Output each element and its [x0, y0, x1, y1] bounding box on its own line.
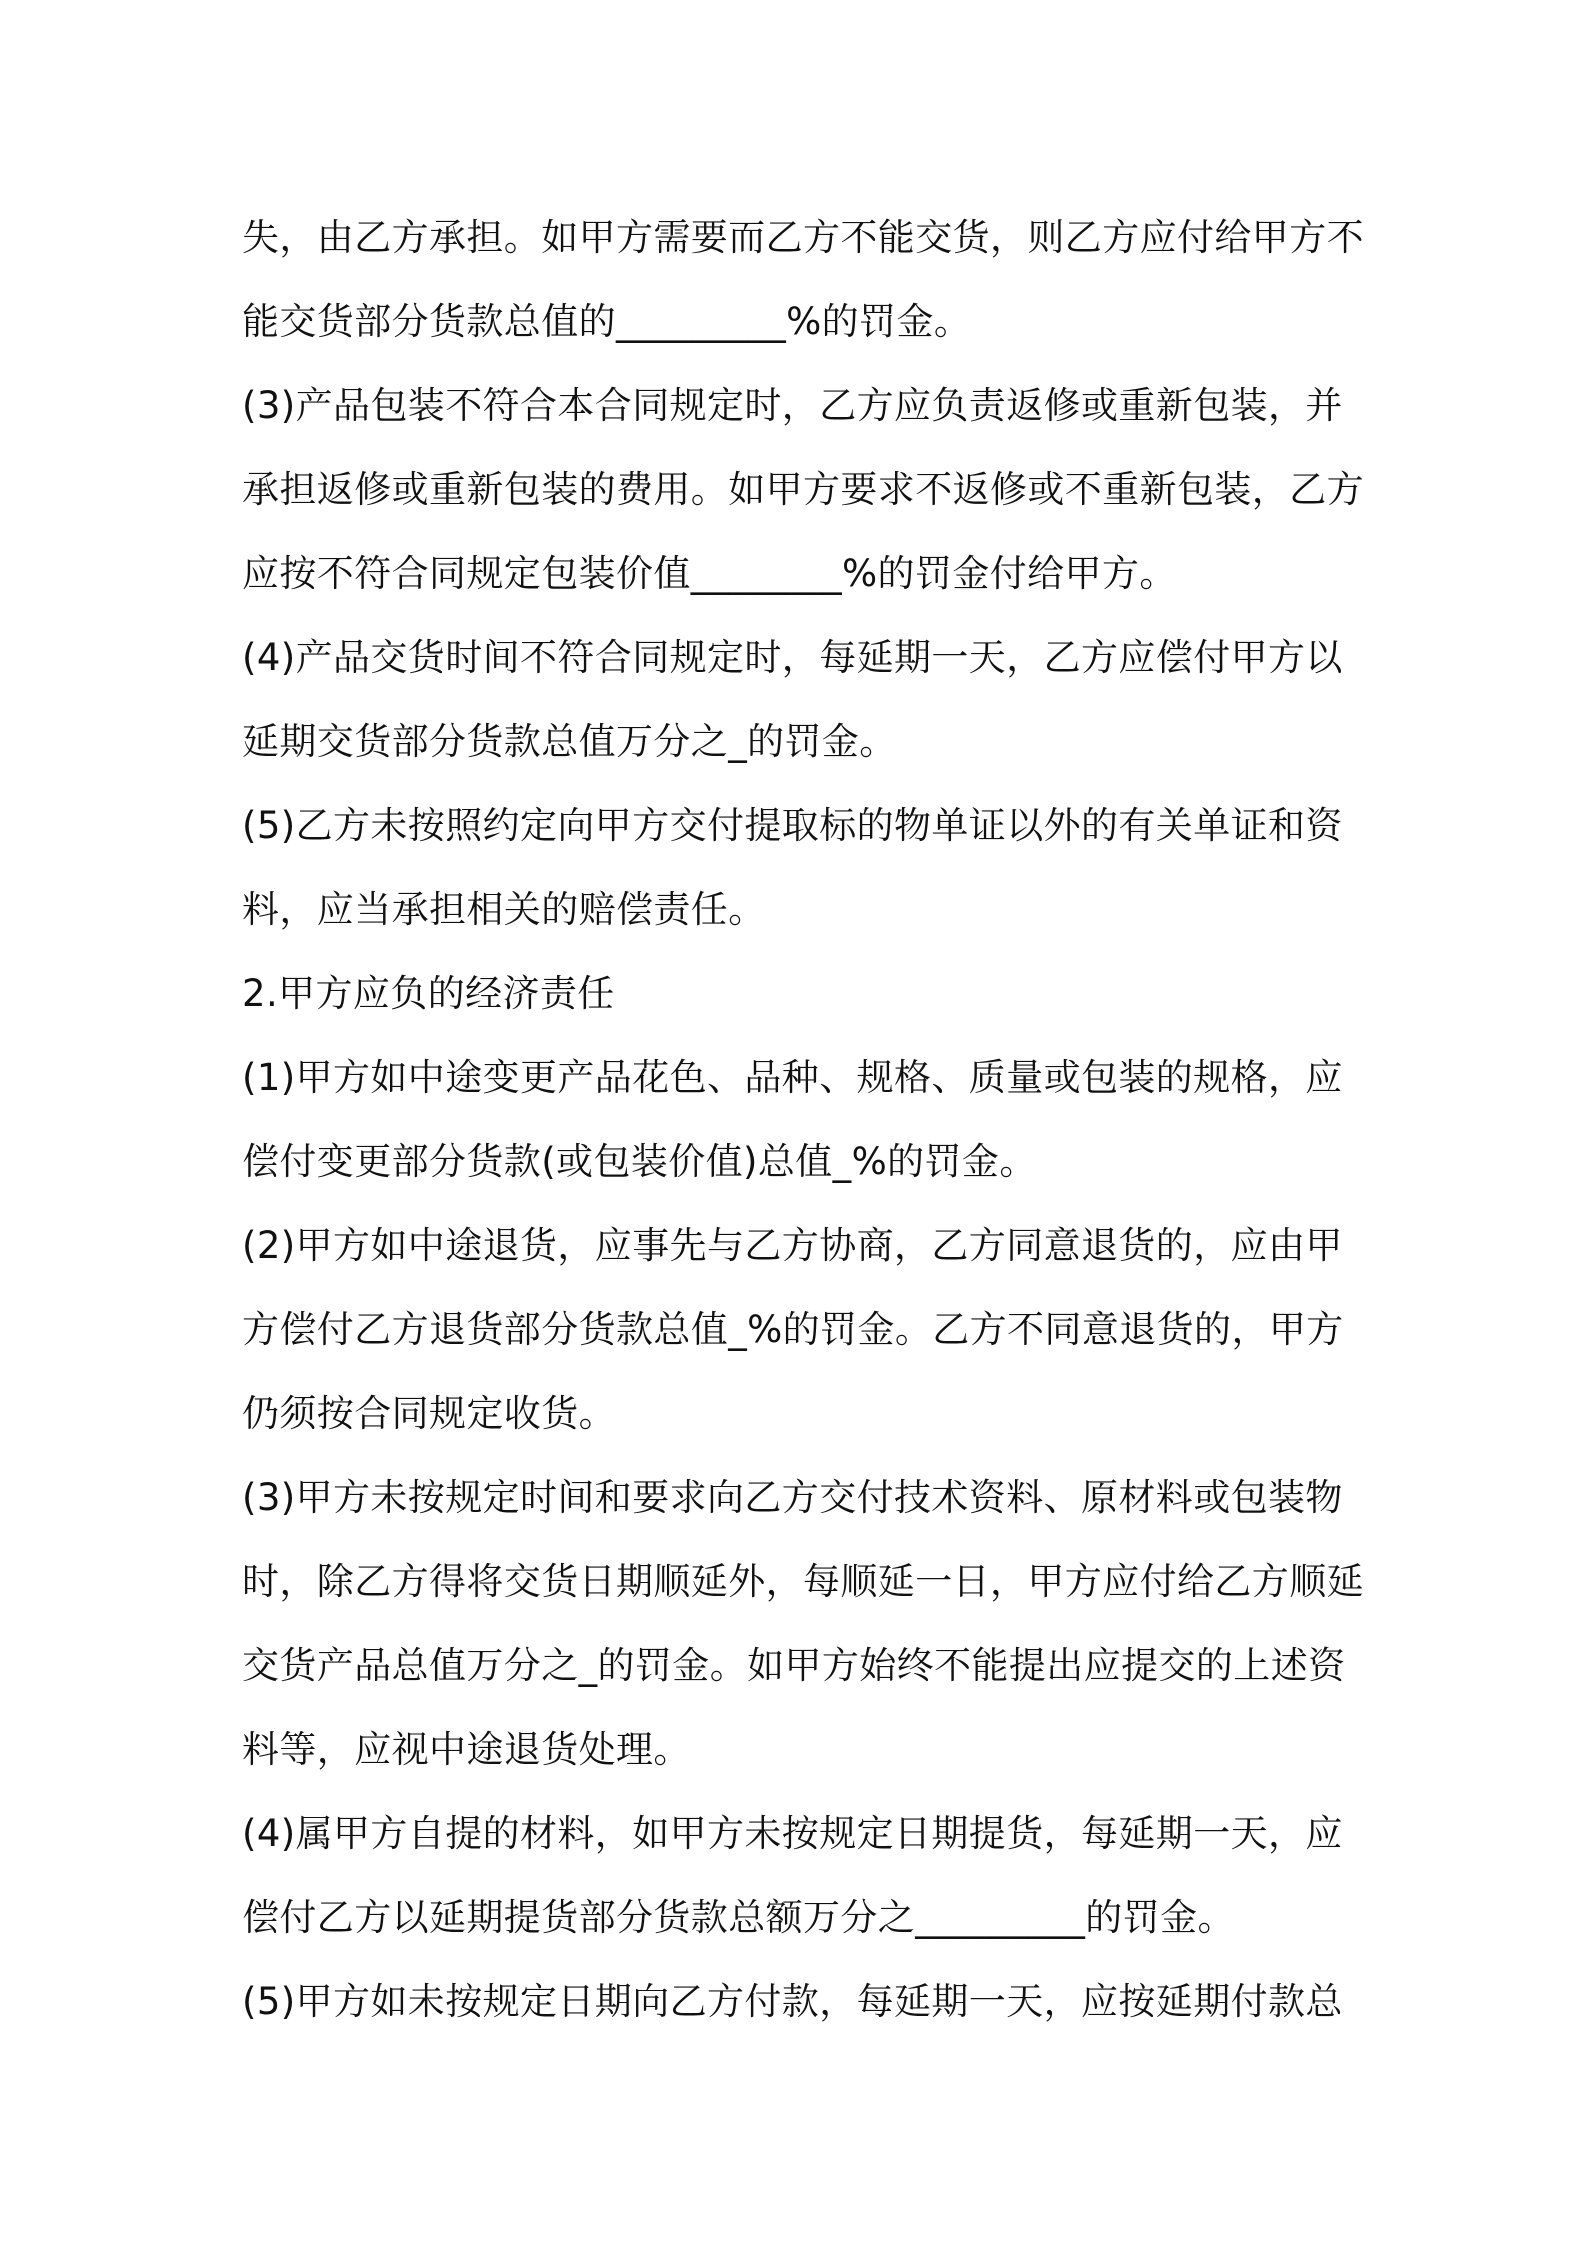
text-line: 失，由乙方承担。如甲方需要而乙方不能交货，则乙方应付给甲方不 — [242, 216, 1364, 259]
text-line: (5)甲方如未按规定日期向乙方付款，每延期一天，应按延期付款总 — [242, 1980, 1343, 2023]
text-line: (4)属甲方自提的材料，如甲方未按规定日期提货，每延期一天，应 — [242, 1812, 1343, 1855]
text-line: (5)乙方未按照约定向甲方交付提取标的物单证以外的有关单证和资 — [242, 804, 1343, 847]
text-line: 偿付乙方以延期提货部分货款总额万分之_________的罚金。 — [242, 1896, 1235, 1939]
text-line: 承担返修或重新包装的费用。如甲方要求不返修或不重新包装，乙方 — [242, 468, 1364, 511]
text-line: (3)甲方未按规定时间和要求向乙方交付技术资料、原材料或包装物 — [242, 1476, 1343, 1519]
text-line: (4)产品交货时间不符合同规定时，每延期一天，乙方应偿付甲方以 — [242, 636, 1343, 679]
text-line: 偿付变更部分货款(或包装价值)总值_%的罚金。 — [242, 1140, 1037, 1183]
document-body — [242, 196, 1362, 2044]
text-line: 时，除乙方得将交货日期顺延外，每顺延一日，甲方应付给乙方顺延 — [242, 1560, 1364, 1603]
text-line: (2)甲方如中途退货，应事先与乙方协商，乙方同意退货的，应由甲 — [242, 1224, 1343, 1267]
text-line: 交货产品总值万分之_的罚金。如甲方始终不能提出应提交的上述资 — [242, 1644, 1346, 1687]
text-line: 方偿付乙方退货部分货款总值_%的罚金。乙方不同意退货的，甲方 — [242, 1308, 1344, 1351]
text-line: 应按不符合同规定包装价值________%的罚金付给甲方。 — [242, 552, 1177, 595]
text-line: (3)产品包装不符合本合同规定时，乙方应负责返修或重新包装，并 — [242, 384, 1343, 427]
text-line: 料等，应视中途退货处理。 — [242, 1728, 691, 1771]
section-heading: 2.甲方应负的经济责任 — [242, 972, 615, 1015]
text-line: 料，应当承担相关的赔偿责任。 — [242, 888, 766, 931]
text-line: 能交货部分货款总值的_________%的罚金。 — [242, 300, 972, 343]
text-line: 仍须按合同规定收货。 — [242, 1392, 616, 1435]
text-line: (1)甲方如中途变更产品花色、品种、规格、质量或包装的规格，应 — [242, 1056, 1343, 1099]
text-line: 延期交货部分货款总值万分之_的罚金。 — [242, 720, 897, 763]
